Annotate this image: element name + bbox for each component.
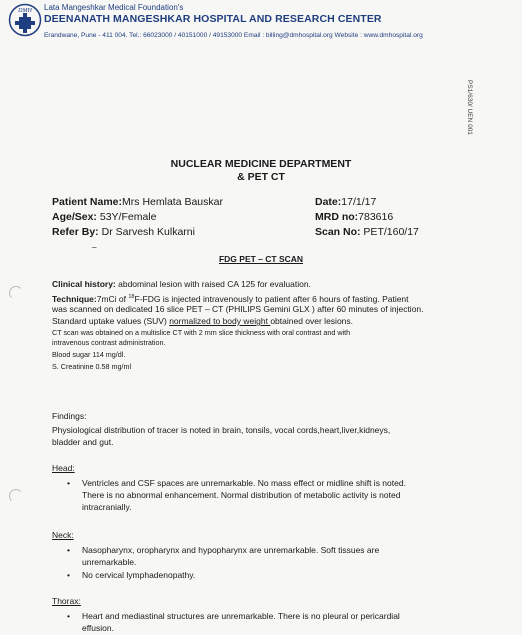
thorax-finding — [67, 610, 400, 634]
clinical-history-label: Clinical history: — [52, 279, 116, 289]
technique-text: F-FDG is injected intravenously to patient after 6 hours of fasting. Patient — [134, 293, 409, 304]
stray-dash: _ — [92, 239, 97, 248]
head-line-3: intracranially. — [82, 502, 132, 512]
logo-text: DMH — [18, 8, 32, 14]
technique-line-3 — [52, 315, 353, 327]
department-title: NUCLEAR MEDICINE DEPARTMENT — [170, 158, 352, 170]
findings-intro-line-1: Physiological distribution of tracer is noted in brain, tonsils, vocal cords,heart,liver,kidneys, — [52, 425, 391, 435]
ct-line-1: CT scan was obtained on a multislice CT with 2 mm slice thickness with oral contrast and with — [52, 328, 351, 337]
findings-title: Findings: — [52, 411, 87, 421]
head-section-title: Head: — [52, 463, 75, 473]
neck-finding-2 — [67, 569, 196, 581]
hospital-address: Erandwane, Pune - 411 004. Tel.: 66023000 / 40151000 / 49153000 Email : billing@dmhospital.org Website : www.dmhospital.org — [44, 32, 423, 39]
refer-by-row — [52, 226, 195, 238]
age-sex-value: 53Y/Female — [96, 211, 157, 223]
side-form-code: PS1/630/ UEN 001 — [466, 80, 474, 135]
head-line-1: Ventricles and CSF spaces are unremarkable. No mass effect or midline shift is noted. — [82, 478, 406, 488]
punch-hole-mark — [9, 286, 23, 300]
technique-text: obtained over lesions. — [270, 316, 354, 326]
clinical-history-text: abdominal lesion with raised CA 125 for evaluation. — [115, 279, 311, 289]
neck-line-2: unremarkable. — [82, 557, 137, 567]
foundation-name: Lata Mangeshkar Medical Foundation's — [44, 3, 184, 12]
thorax-line-1: Heart and mediastinal structures are unremarkable. There is no pleural or pericardial — [82, 611, 400, 621]
findings-intro-line-2: bladder and gut. — [52, 437, 114, 447]
hospital-name: DEENANATH MANGESHKAR HOSPITAL AND RESEARCH CENTER — [44, 13, 382, 25]
blood-sugar: Blood sugar 114 mg/dl. — [52, 350, 126, 359]
technique-text: Standard uptake values (SUV) — [52, 316, 170, 326]
neck-finding-1 — [67, 544, 380, 568]
technique-line-2: was scanned on dedicated 16 slice PET – CT (PHILIPS Gemini GLX ) after 60 minutes of injection. — [52, 304, 424, 314]
creatinine: S. Creatinine 0.58 mg/ml — [52, 362, 132, 371]
scan-no-label: Scan No: — [315, 226, 361, 238]
date-label: Date: — [315, 196, 342, 208]
age-sex-label: Age/Sex: — [52, 211, 97, 223]
date-value: 17/1/17 — [341, 196, 377, 208]
isotope-superscript: 18 — [128, 294, 135, 300]
refer-by-label: Refer By: — [52, 226, 99, 238]
head-line-2: There is no abnormal enhancement. Normal distribution of metabolic activity is noted — [82, 490, 401, 500]
ct-line-2: intravenous contrast administration. — [52, 338, 166, 347]
neck-line-3: No cervical lymphadenopathy. — [82, 570, 196, 580]
scan-no-value: PET/160/17 — [360, 226, 419, 238]
mrd-row — [315, 211, 393, 223]
refer-by-value: Dr Sarvesh Kulkarni — [98, 226, 195, 238]
technique-text: 7mCi of — [96, 293, 129, 304]
bullet-marker: • — [67, 611, 70, 621]
bullet-marker: • — [67, 478, 70, 488]
department-subtitle: & PET CT — [237, 171, 285, 183]
technique-label: Technique: — [52, 293, 97, 304]
date-row — [315, 196, 376, 208]
patient-name-value: Mrs Hemlata Bauskar — [122, 196, 223, 208]
hospital-logo — [8, 3, 42, 37]
age-sex-row — [52, 211, 156, 223]
bullet-marker: • — [67, 570, 70, 580]
mrd-value: 783616 — [358, 211, 394, 223]
neck-line-1: Nasopharynx, oropharynx and hypopharynx are unremarkable. Soft tissues are — [82, 545, 380, 555]
punch-hole-mark — [9, 489, 23, 503]
scan-no-row — [315, 226, 419, 238]
scan-title: FDG PET – CT SCAN — [218, 254, 304, 264]
mrd-label: MRD no: — [315, 211, 359, 223]
patient-name-row — [52, 196, 223, 208]
patient-name-label: Patient Name: — [52, 196, 123, 208]
neck-section-title: Neck: — [52, 530, 74, 540]
thorax-line-2: effusion. — [82, 623, 114, 633]
normalized-underlined: normalized to body weight — [169, 316, 271, 326]
bullet-marker: • — [67, 545, 70, 555]
head-finding — [67, 477, 406, 513]
thorax-section-title: Thorax: — [52, 596, 81, 606]
clinical-history — [52, 278, 311, 290]
